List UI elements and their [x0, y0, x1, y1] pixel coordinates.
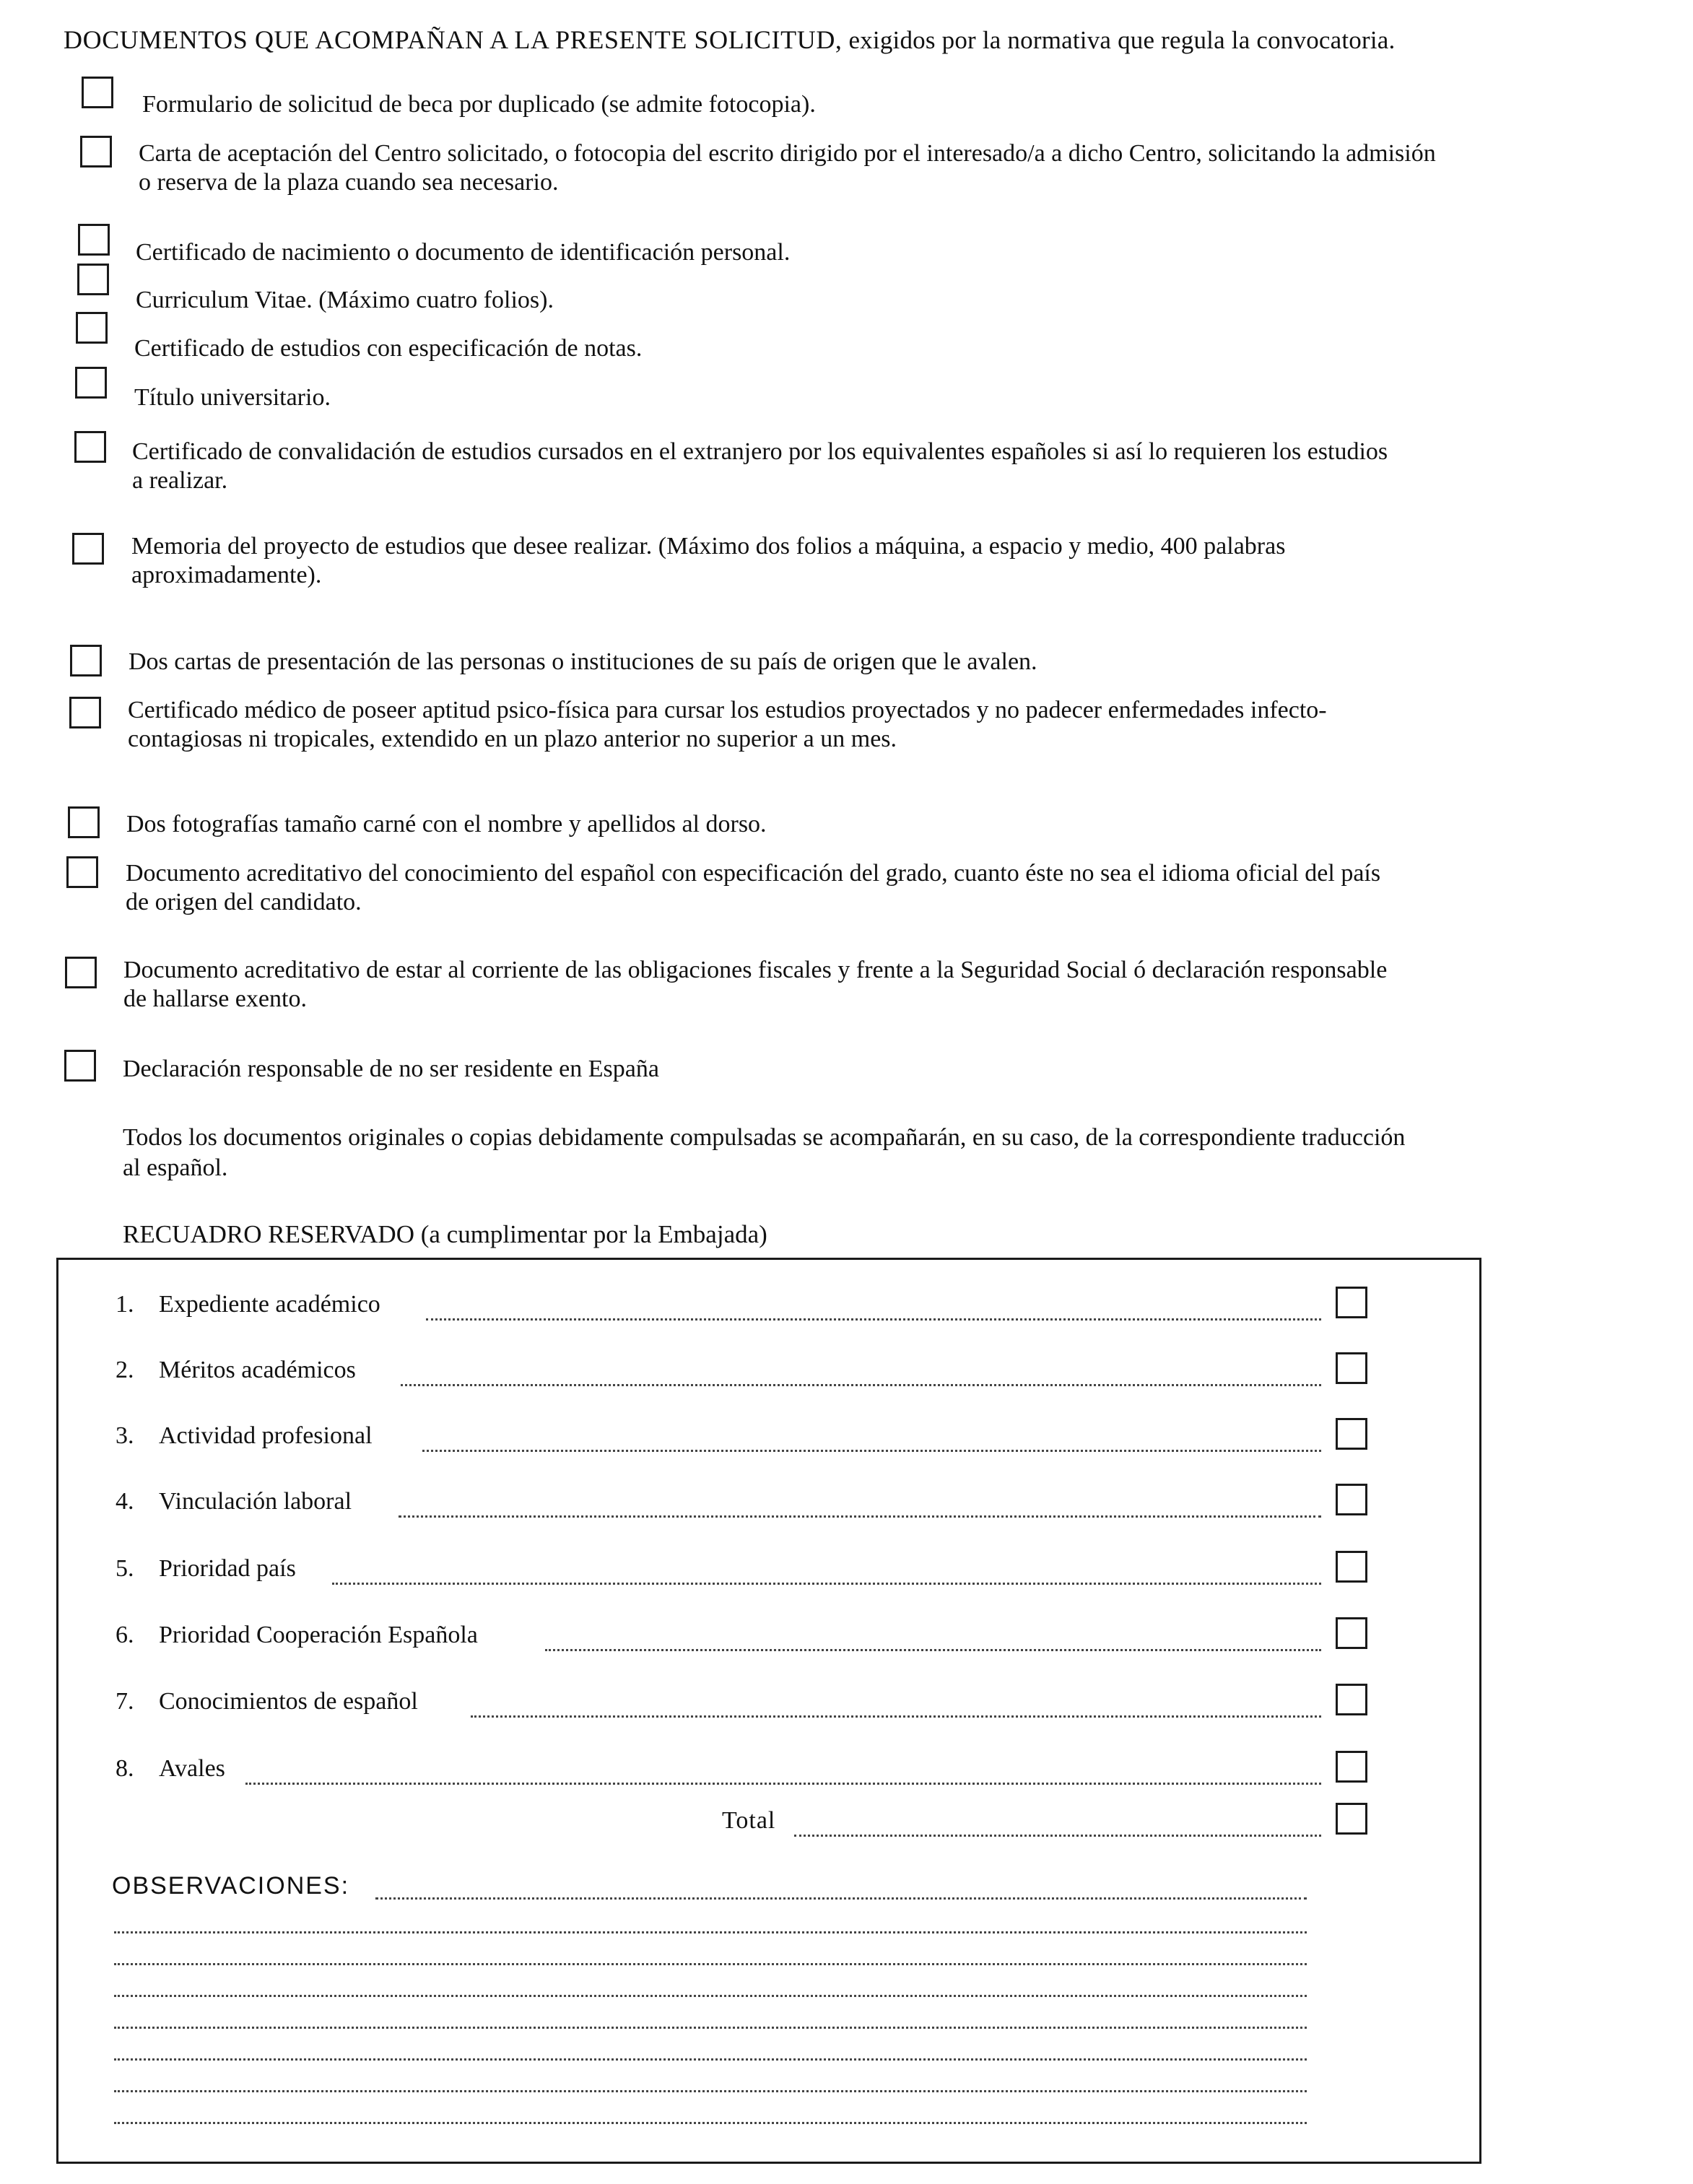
- score-box[interactable]: [1336, 1484, 1367, 1515]
- doc-item-text: Documento acreditativo del conocimiento del español con especificación del grado, cuanto éste no sea el idioma oficial del país de origen del candidato.: [126, 860, 1381, 915]
- doc-checkbox[interactable]: [82, 77, 113, 108]
- doc-checkbox[interactable]: [77, 264, 109, 295]
- dot-leader: [794, 1835, 1321, 1837]
- doc-item-text: Formulario de solicitud de beca por duplicado (se admite fotocopia).: [142, 91, 816, 118]
- doc-item-text: Dos cartas de presentación de las personas o instituciones de su país de origen que le avalen.: [129, 648, 1037, 675]
- dot-leader: [471, 1715, 1321, 1718]
- doc-item-text: Certificado de convalidación de estudios cursados en el extranjero por los equivalentes españoles si así lo requieren los estudios a realizar.: [132, 438, 1388, 494]
- observations-line[interactable]: [114, 1995, 1307, 1997]
- doc-checkbox[interactable]: [70, 645, 102, 676]
- doc-checkbox[interactable]: [75, 367, 107, 399]
- reserved-box-title: RECUADRO RESERVADO (a cumplimentar por la Embajada): [123, 1220, 767, 1248]
- criterion-label: Conocimientos de español: [159, 1688, 418, 1715]
- criterion-row: [116, 1688, 1473, 1723]
- criterion-number: 3.: [116, 1422, 134, 1449]
- criterion-label: Expediente académico: [159, 1291, 380, 1318]
- dot-leader: [422, 1450, 1321, 1452]
- criterion-label: Prioridad Cooperación Española: [159, 1622, 478, 1648]
- doc-checkbox[interactable]: [80, 136, 112, 168]
- total-score-box[interactable]: [1336, 1803, 1367, 1835]
- criterion-label: Méritos académicos: [159, 1357, 356, 1383]
- criterion-row: [116, 1357, 1473, 1391]
- observations-line[interactable]: [114, 2027, 1307, 2029]
- score-box[interactable]: [1336, 1617, 1367, 1649]
- dot-leader: [332, 1583, 1321, 1585]
- translation-note: Todos los documentos originales o copias debidamente compulsadas se acompañarán, en su caso, de la correspondiente traducción al español.: [123, 1124, 1406, 1181]
- observations-label: OBSERVACIONES:: [112, 1872, 350, 1900]
- criterion-number: 7.: [116, 1688, 134, 1715]
- criterion-row: [116, 1291, 1473, 1326]
- criterion-row: [116, 1622, 1473, 1656]
- doc-checkbox[interactable]: [66, 856, 98, 888]
- doc-checkbox[interactable]: [76, 312, 108, 344]
- doc-item-text: Título universitario.: [134, 384, 331, 411]
- criterion-number: 4.: [116, 1488, 134, 1515]
- criterion-number: 1.: [116, 1291, 134, 1318]
- doc-item-text: Declaración responsable de no ser residente en España: [123, 1056, 659, 1082]
- doc-checkbox[interactable]: [65, 957, 97, 988]
- doc-checkbox[interactable]: [64, 1050, 96, 1082]
- observations-line[interactable]: [114, 1931, 1307, 1933]
- criterion-number: 6.: [116, 1622, 134, 1648]
- doc-item-text: Certificado de nacimiento o documento de identificación personal.: [136, 239, 791, 266]
- observations-line[interactable]: [114, 1963, 1307, 1965]
- doc-item-text: Curriculum Vitae. (Máximo cuatro folios).: [136, 287, 554, 313]
- score-box[interactable]: [1336, 1418, 1367, 1450]
- criterion-row: [116, 1755, 1473, 1790]
- total-label: Total: [722, 1807, 776, 1834]
- doc-item-text: Carta de aceptación del Centro solicitado, o fotocopia del escrito dirigido por el interesado/a a dicho Centro, solicitando la admisión o reserva de la plaza cuando sea necesario.: [139, 140, 1436, 196]
- document-heading: [64, 25, 1395, 55]
- criterion-label: Avales: [159, 1755, 225, 1782]
- doc-checkbox[interactable]: [72, 533, 104, 565]
- doc-item-text: Certificado de estudios con especificación de notas.: [134, 335, 643, 362]
- observations-line[interactable]: [114, 2122, 1307, 2124]
- doc-checkbox[interactable]: [68, 806, 100, 838]
- score-box[interactable]: [1336, 1551, 1367, 1583]
- dot-leader: [401, 1384, 1321, 1386]
- heading-rest: exigidos por la normativa que regula la convocatoria.: [848, 26, 1396, 54]
- doc-checkbox[interactable]: [69, 697, 101, 728]
- dot-leader: [426, 1318, 1321, 1321]
- criterion-row: [116, 1488, 1473, 1523]
- criterion-row: [116, 1422, 1473, 1457]
- dot-leader: [545, 1649, 1321, 1651]
- criterion-label: Actividad profesional: [159, 1422, 373, 1449]
- heading-caps: DOCUMENTOS QUE ACOMPAÑAN A LA PRESENTE SOLICITUD,: [64, 25, 843, 54]
- observations-line[interactable]: [114, 2090, 1307, 2092]
- score-box[interactable]: [1336, 1287, 1367, 1318]
- doc-item-text: Memoria del proyecto de estudios que desee realizar. (Máximo dos folios a máquina, a espacio y medio, 400 palabras aproximadamente).: [131, 533, 1286, 588]
- doc-checkbox[interactable]: [74, 431, 106, 463]
- score-box[interactable]: [1336, 1751, 1367, 1783]
- doc-checkbox[interactable]: [78, 224, 110, 256]
- observations-line[interactable]: [114, 2058, 1307, 2061]
- doc-item-text: Certificado médico de poseer aptitud psico-física para cursar los estudios proyectados y no padecer enfermedades infecto- contagiosas ni tropicales, extendido en un plazo anterior no superior a un mes.: [128, 697, 1327, 752]
- doc-item-text: Documento acreditativo de estar al corriente de las obligaciones fiscales y frente a la Seguridad Social ó declaración responsable de hallarse exento.: [123, 957, 1388, 1012]
- doc-item-text: Dos fotografías tamaño carné con el nombre y apellidos al dorso.: [126, 811, 767, 838]
- criterion-label: Vinculación laboral: [159, 1488, 352, 1515]
- score-box[interactable]: [1336, 1352, 1367, 1384]
- criterion-number: 5.: [116, 1555, 134, 1582]
- score-box[interactable]: [1336, 1684, 1367, 1715]
- criterion-label: Prioridad país: [159, 1555, 296, 1582]
- criterion-number: 8.: [116, 1755, 134, 1782]
- dot-leader: [399, 1515, 1321, 1518]
- observations-line[interactable]: [375, 1897, 1307, 1900]
- criterion-number: 2.: [116, 1357, 134, 1383]
- criterion-row: [116, 1555, 1473, 1590]
- dot-leader: [245, 1783, 1321, 1785]
